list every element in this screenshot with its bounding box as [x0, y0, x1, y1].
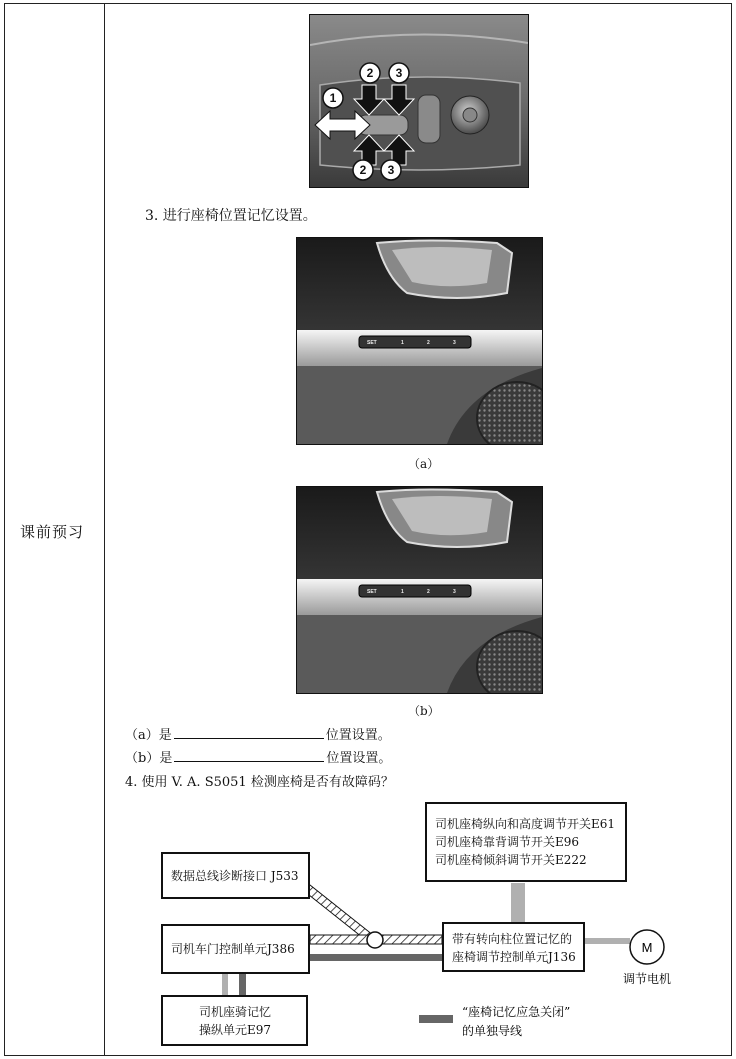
callout-1: 1 [329, 91, 337, 105]
memory-2-button: 2 [427, 340, 430, 346]
seat-control-unit-box [442, 922, 585, 972]
diag-interface-label: 数据总线诊断接口 J533 [171, 869, 299, 883]
fill-b-suffix: 位置设置。 [326, 751, 392, 766]
callout-2-top: 2 [366, 66, 374, 80]
switch-e96: 司机座椅靠背调节开关E96 [435, 835, 580, 849]
step-3-text: 3. 进行座椅位置记忆设置。 [145, 208, 317, 224]
door-panel-illustration-a [297, 238, 542, 444]
bus-junction [367, 932, 383, 948]
caption-a: （a） [408, 457, 440, 471]
fill-line-a [125, 724, 391, 743]
memory-unit-line-2: 操纵单元E97 [199, 1023, 272, 1037]
memory-unit-line-1: 司机座骑记忆 [199, 1005, 272, 1019]
seat-unit-line-2: 座椅调节控制单元J136 [452, 950, 576, 964]
memory-3-button-b: 3 [453, 589, 456, 595]
motor-label: 调节电机 [622, 972, 672, 986]
section-label: 课前预习 [20, 523, 85, 541]
switch-e61: 司机座椅纵向和高度调节开关E61 [435, 817, 616, 831]
memory-2-button-b: 2 [427, 589, 430, 595]
door-panel-photo-a [296, 237, 543, 445]
seat-switch-illustration [310, 15, 528, 187]
diagnostic-interface-box [161, 852, 310, 899]
callout-3-bottom: 3 [387, 163, 395, 177]
door-panel-photo-b [296, 486, 543, 694]
door-panel-illustration-b [297, 487, 542, 693]
column-divider [104, 3, 105, 1056]
memory-1-button: 1 [401, 340, 404, 346]
caption-b: （b） [408, 704, 440, 718]
legend-swatch [419, 1015, 453, 1023]
fill-b-prefix: （b）是 [125, 751, 173, 766]
fill-b-blank[interactable] [174, 749, 324, 762]
callout-3-top: 3 [395, 66, 403, 80]
legend-line-2: 的单独导线 [462, 1024, 523, 1038]
switches-box [425, 802, 627, 882]
fill-a-blank[interactable] [174, 726, 324, 739]
switch-connector [511, 883, 525, 923]
motor-symbol: M [641, 940, 653, 955]
door-control-unit-box [161, 924, 310, 974]
legend-line-1: “座椅记忆应急关闭” [462, 1005, 571, 1019]
memory-3-button: 3 [453, 340, 456, 346]
seat-unit-line-1: 带有转向柱位置记忆的 [452, 932, 573, 946]
emergency-wire [310, 954, 442, 961]
fill-a-prefix: （a）是 [125, 728, 172, 743]
fill-line-b [125, 747, 391, 766]
step-4-text: 4. 使用 V. A. S5051 检测座椅是否有故障码？ [125, 775, 394, 790]
memory-1-button-b: 1 [401, 589, 404, 595]
door-unit-label: 司机车门控制单元J386 [171, 942, 295, 956]
fill-a-suffix: 位置设置。 [325, 728, 391, 743]
memory-set-button: SET [367, 340, 377, 346]
memory-set-button-b: SET [367, 589, 377, 595]
memory-unit-box [161, 995, 308, 1046]
motor-connector [584, 938, 630, 944]
switch-e222: 司机座椅倾斜调节开关E222 [435, 853, 587, 867]
seat-adjustment-photo [309, 14, 529, 188]
callout-2-bottom: 2 [359, 163, 367, 177]
